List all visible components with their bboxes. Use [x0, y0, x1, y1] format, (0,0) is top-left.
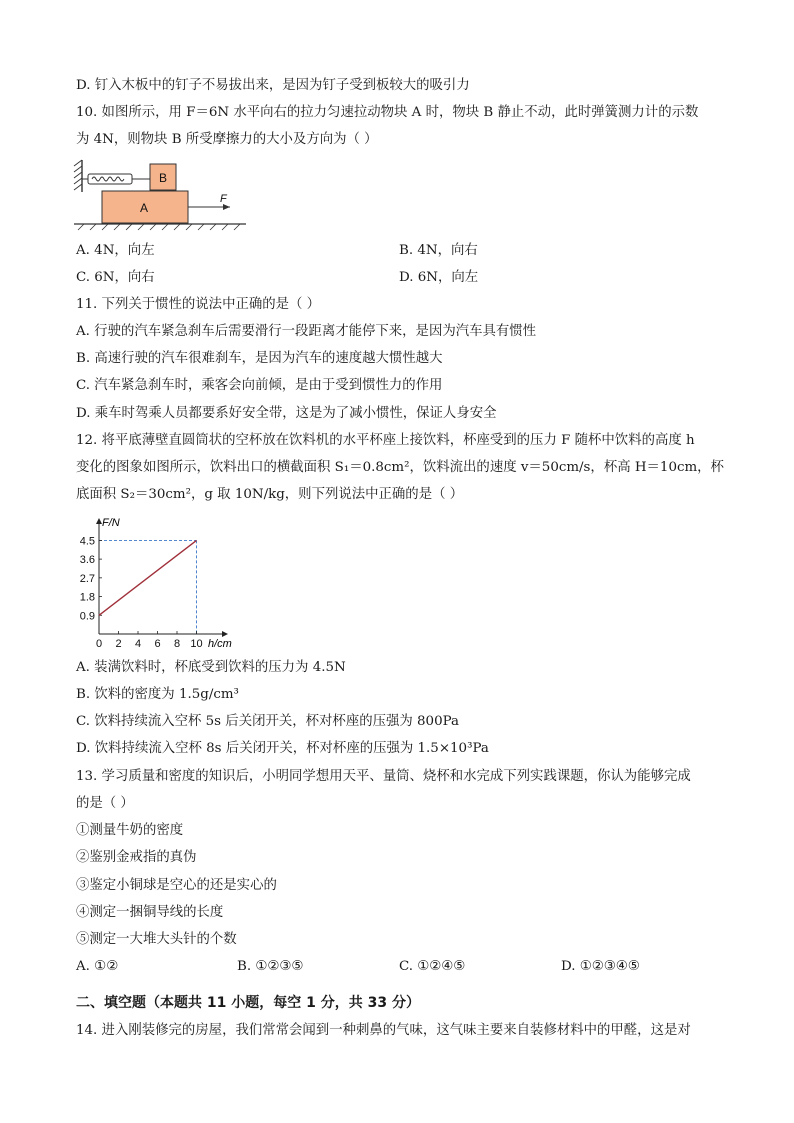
x-tick-label: 8 — [173, 638, 181, 650]
y-tick-label: 0.9 — [79, 610, 95, 623]
x-tick-label: 0 — [95, 638, 103, 650]
q13-option-b: B. ①②③⑤ — [237, 959, 304, 974]
x-tick-label: 2 — [115, 638, 122, 650]
q11-option-a: A. 行驶的汽车紧急刹车后需要滑行一段距离才能停下来，是因为汽车具有惯性 — [76, 324, 537, 339]
q13-stem-line-2: 的是（ ） — [76, 796, 134, 811]
q14-stem-line-1: 14. 进入刚装修完的房屋，我们常常会闻到一种刺鼻的气味，这气味主要来自装修材料中的甲醛，这是对 — [76, 1023, 691, 1038]
q11-stem: 11. 下列关于惯性的说法中正确的是（ ） — [76, 297, 321, 312]
series-line — [99, 540, 197, 615]
q12-option-b: B. 饮料的密度为 1.5g/cm³ — [76, 687, 239, 702]
q10-option-c: C. 6N，向右 — [76, 270, 155, 285]
y-tick-label: 4.5 — [79, 535, 95, 548]
q13-item-3: ③鉴定小铜球是空心的还是实心的 — [76, 878, 277, 893]
section-heading: 二、填空题（本题共 11 小题，每空 1 分，共 33 分） — [76, 995, 420, 1011]
block-b-label: B — [158, 171, 168, 185]
q10-figure — [70, 158, 250, 234]
q12-option-d: D. 饮料持续流入空杯 8s 后关闭开关，杯对杯座的压强为 1.5×10³Pa — [76, 741, 489, 756]
spring-scale — [88, 174, 132, 184]
x-tick-label: 6 — [154, 638, 161, 650]
q9-option-d: D. 钉入木板中的钉子不易拔出来，是因为钉子受到板较大的吸引力 — [76, 78, 470, 93]
q13-stem-line-1: 13. 学习质量和密度的知识后，小明同学想用天平、量筒、烧杯和水完成下列实践课题，你认为能够完成 — [76, 769, 691, 784]
y-axis-label: F/N — [102, 517, 120, 529]
q12-force-height-chart — [70, 510, 240, 655]
x-tick-label: 10 — [190, 638, 203, 650]
q10-stem-line-1: 10. 如图所示，用 F＝6N 水平向右的拉力匀速拉动物块 A 时，物块 B 静止不动，此时弹簧测力计的示数 — [76, 105, 699, 120]
q11-option-c: C. 汽车紧急刹车时，乘客会向前倾，是由于受到惯性力的作用 — [76, 378, 443, 393]
force-label: F — [220, 193, 227, 205]
q13-option-a: A. ①② — [76, 959, 119, 974]
y-tick-label: 2.7 — [79, 572, 95, 585]
q10-option-b: B. 4N，向右 — [399, 243, 478, 258]
q13-item-5: ⑤测定一大堆大头针的个数 — [76, 932, 237, 947]
q10-option-d: D. 6N，向左 — [399, 270, 479, 285]
x-axis-label: h/cm — [208, 638, 232, 650]
q13-item-1: ①测量牛奶的密度 — [76, 823, 184, 838]
q12-option-c: C. 饮料持续流入空杯 5s 后关闭开关，杯对杯座的压强为 800Pa — [76, 714, 459, 729]
q11-option-b: B. 高速行驶的汽车很难刹车，是因为汽车的速度越大惯性越大 — [76, 351, 443, 366]
q12-option-a: A. 装满饮料时，杯底受到饮料的压力为 4.5N — [76, 660, 346, 675]
q12-stem-line-2: 变化的图象如图所示，饮料出口的横截面积 S₁＝0.8cm²，饮料流出的速度 v＝50cm/s，杯高 H＝10cm，杯 — [76, 460, 724, 475]
q13-option-d: D. ①②③④⑤ — [561, 959, 640, 974]
q12-stem-line-1: 12. 将平底薄壁直圆筒状的空杯放在饮料机的水平杯座上接饮料，杯座受到的压力 F 随杯中饮料的高度 h — [76, 433, 695, 448]
wall-hatching — [74, 160, 82, 190]
y-tick-label: 3.6 — [79, 554, 95, 567]
q10-option-a: A. 4N，向左 — [76, 243, 155, 258]
q12-stem-line-3: 底面积 S₂＝30cm²，g 取 10N/kg，则下列说法中正确的是（ ） — [76, 487, 464, 502]
y-tick-label: 1.8 — [79, 591, 95, 604]
q11-option-d: D. 乘车时驾乘人员都要系好安全带，这是为了减小惯性，保证人身安全 — [76, 406, 497, 421]
q10-stem-line-2: 为 4N，则物块 B 所受摩擦力的大小及方向为（ ） — [76, 132, 378, 147]
q13-item-2: ②鉴别金戒指的真伪 — [76, 850, 197, 865]
q13-option-c: C. ①②④⑤ — [399, 959, 466, 974]
x-axis-arrow — [222, 631, 228, 637]
x-tick-label: 4 — [134, 638, 142, 650]
q13-item-4: ④测定一捆铜导线的长度 — [76, 905, 224, 920]
ground-hatching — [78, 224, 240, 230]
block-a-label: A — [139, 201, 149, 215]
